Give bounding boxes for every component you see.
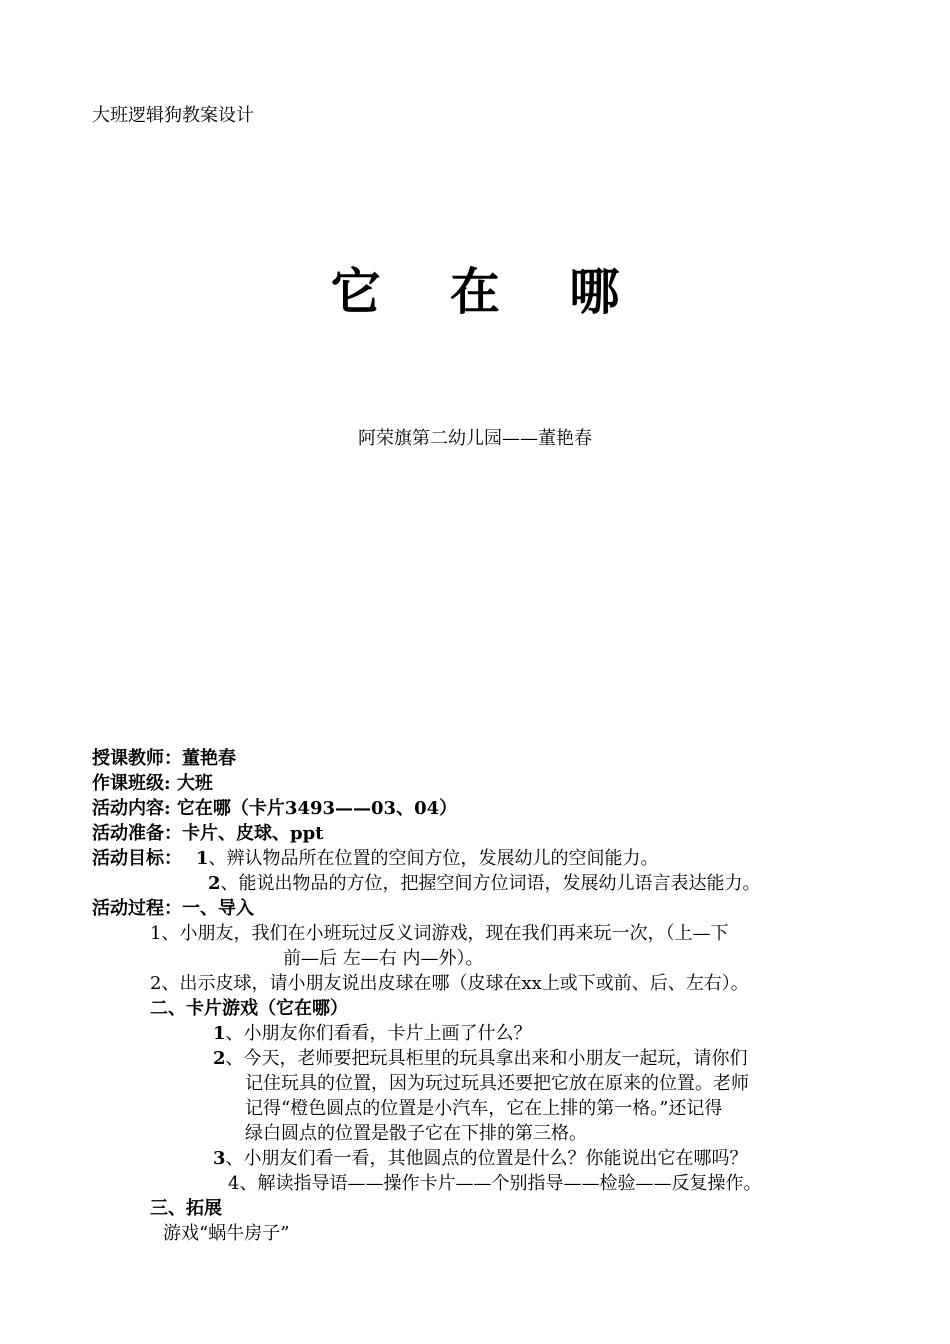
- goal-line-2: [208, 872, 761, 896]
- s2-item-2-line-1: [213, 1047, 748, 1071]
- s2-item-1-text: 、小朋友你们看看，卡片上画了什么？: [225, 1023, 532, 1044]
- s2-item-1: [213, 1022, 532, 1046]
- goal1-number: 1: [196, 848, 209, 869]
- prep-value: 卡片、皮球、ppt: [182, 823, 324, 844]
- header-text: 大班逻辑狗教案设计: [92, 105, 254, 126]
- s2-item-2-line-4: 绿白圆点的位置是骰子它在下排的第三格。: [245, 1123, 587, 1144]
- content-line: [92, 797, 457, 821]
- goals-label: 活动目标：: [92, 848, 182, 869]
- s2-item-3-text: 、小朋友们看一看，其他圆点的位置是什么？你能说出它在哪吗？: [225, 1148, 748, 1169]
- s2-item-2-text: 、今天，老师要把玩具柜里的玩具拿出来和小朋友一起玩，请你们: [225, 1048, 748, 1069]
- page-title: 它 在 哪: [330, 263, 646, 321]
- s2-item-3: [213, 1147, 748, 1171]
- author-line: 阿荣旗第二幼儿园——董艳春: [358, 428, 592, 449]
- s1-item-1-line-2: 前—后 左—右 内—外）。: [283, 948, 484, 969]
- s2-item-1-number: 1: [213, 1023, 226, 1044]
- s2-item-2-line-2: 记住玩具的位置，因为玩过玩具还要把它放在原来的位置。老师: [245, 1073, 749, 1094]
- class-line: [92, 772, 213, 796]
- goal1-text: 、辨认物品所在位置的空间方位，发展幼儿的空间能力。: [208, 848, 659, 869]
- process-label: 活动过程：: [92, 898, 182, 919]
- prep-label: 活动准备：: [92, 823, 182, 844]
- section-1-heading: 一、导入: [182, 898, 254, 919]
- goal2-text: 、能说出物品的方位，把握空间方位词语，发展幼儿语言表达能力。: [220, 873, 761, 894]
- s1-item-1-line-1: 1、小朋友，我们在小班玩过反义词游戏，现在我们再来玩一次，（上—下: [150, 923, 729, 944]
- goal-line-1: [92, 847, 659, 871]
- teacher-value: 董艳春: [182, 748, 236, 769]
- process-line: [92, 897, 254, 921]
- teacher-label: 授课教师：: [92, 748, 182, 769]
- s2-item-2-number: 2: [213, 1048, 226, 1069]
- s2-item-4: 4、解读指导语——操作卡片——个别指导——检验——反复操作。: [228, 1173, 762, 1194]
- class-label: 作课班级:: [92, 773, 171, 794]
- section-3-heading: 三、拓展: [150, 1198, 222, 1219]
- content-value: 它在哪（卡片3493——03、04）: [170, 798, 458, 819]
- s2-item-2-line-3: 记得“橙色圆点的位置是小汽车，它在上排的第一格。”还记得: [245, 1098, 723, 1119]
- s3-item-1: 游戏“蜗牛房子”: [163, 1223, 290, 1244]
- s1-item-2: 2、出示皮球，请小朋友说出皮球在哪（皮球在xx上或下或前、后、左右）。: [150, 973, 749, 994]
- content-label: 活动内容:: [92, 798, 171, 819]
- teacher-line: [92, 747, 236, 771]
- section-2-heading: 二、卡片游戏（它在哪）: [150, 998, 348, 1019]
- prep-line: [92, 822, 324, 846]
- s2-item-3-number: 3: [213, 1148, 226, 1169]
- class-value: 大班: [170, 773, 213, 794]
- goal2-number: 2: [208, 873, 221, 894]
